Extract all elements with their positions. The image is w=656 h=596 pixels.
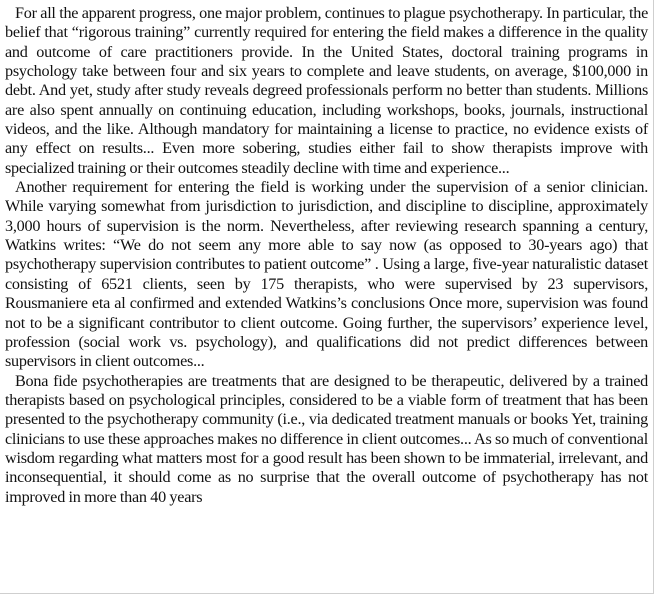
paragraph-supervision: Another requirement for entering the field is working under the supervision of a senior clinician. While varying somewhat from jurisdiction to jurisdiction, and discipline to discipline, approximately 3,000 hours of supervision is the norm. Nevertheless, after reviewing research spanning a century, Watkins writes: “We do not seem any more able to say now (as opposed to 30-years ago) that psychotherapy supervision contributes to patient outcome” . Using a large, five-year naturalistic dataset consisting of 6521 clients, seen by 175 therapists, who were supervised by 23 supervisors, Rousmaniere eta al confirmed and extended Watkins’s conclusions Once more, supervision was found not to be a significant contributor to client outcome. Going further, the supervisors’ experience level, profession (social work vs. psychology), and qualifications did not predict differences between supervisors in client outcomes... — [5, 178, 648, 371]
document-body — [5, 4, 648, 507]
paragraph-training: For all the apparent progress, one major problem, continues to plague psychotherapy. In particular, the belief that “rigorous training” currently required for entering the field makes a difference in the quality and outcome of care practitioners provide. In the United States, doctoral training programs in psychology take between four and six years to complete and leave students, on average, $100,000 in debt. And yet, study after study reveals degreed professionals perform no better than students. Millions are also spent annually on continuing education, including workshops, books, journals, instructional videos, and the like. Although mandatory for maintaining a license to practice, no evidence exists of any effect on results... Even more sobering, studies either fail to show therapists improve with specialized training or their outcomes steadily decline with time and experience... — [5, 4, 648, 177]
paragraph-bona-fide-therapies: Bona fide psychotherapies are treatments that are designed to be therapeutic, delivered by a trained therapists based on psychological principles, considered to be a viable form of treatment that has been presented to the psychotherapy community (i.e., via dedicated treatment manuals or books Yet, training clinicians to use these approaches makes no difference in client outcomes... As so much of conventional wisdom regarding what matters most for a good result has been shown to be immaterial, irrelevant, and inconsequential, it should come as no surprise that the overall outcome of psychotherapy has not improved in more than 40 years — [5, 371, 648, 506]
